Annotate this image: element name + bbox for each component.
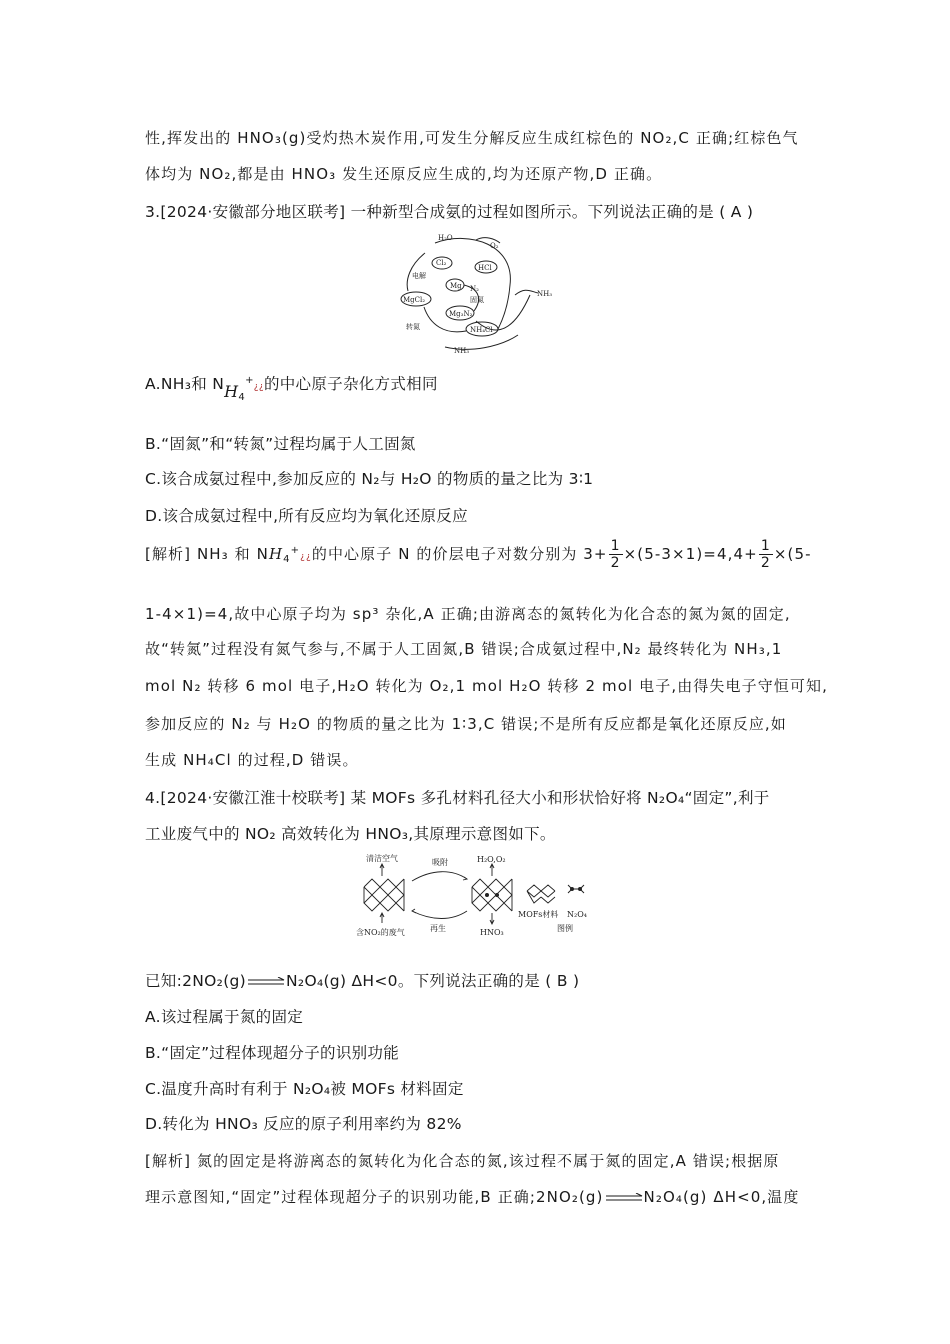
option-3d: D.该合成氨过程中,所有反应均为氧化还原反应 xyxy=(145,507,468,525)
diagram-label: 图例 xyxy=(557,924,573,933)
explanation-4-line: 理示意图知,“固定”过程体现超分子的识别功能,B 正确;2NO₂(g) N₂O₄(g) ΔH<0,温度 xyxy=(145,1188,800,1206)
explanation-3-line: 1-4×1)=4,故中心原子均为 sp³ 杂化,A 正确;由游离态的氮转化为化合态的氮为氮的固定, xyxy=(145,605,791,623)
question-4-stem: 工业废气中的 NO₂ 高效转化为 HNO₃,其原理示意图如下。 xyxy=(145,825,556,843)
mofs-principle-diagram xyxy=(352,851,602,941)
explanation-3-line: 生成 NH₄Cl 的过程,D 错误。 xyxy=(145,751,359,769)
option-3c: C.该合成氨过程中,参加反应的 N₂与 H₂O 的物质的量之比为 3∶1 xyxy=(145,470,594,488)
diagram-label: N₂O₄ xyxy=(567,910,587,919)
diagram-label: 吸附 xyxy=(432,858,448,867)
option-3b: B.“固氮”和“转氮”过程均属于人工固氮 xyxy=(145,435,416,453)
ammonia-synthesis-diagram xyxy=(390,225,565,358)
explanation-4-line: [解析] 氮的固定是将游离态的氮转化为化合态的氮,该过程不属于氮的固定,A 错误;根据原 xyxy=(145,1152,780,1170)
explanation-3-line: 故“转氮”过程没有氮气参与,不属于人工固氮,B 错误;合成氨过程中,N₂ 最终转化为 NH₃,1 xyxy=(145,640,783,658)
explanation-3-line: 参加反应的 N₂ 与 H₂O 的物质的量之比为 1∶3,C 错误;不是所有反应都是氧化还原反应,如 xyxy=(145,715,787,733)
option-3a: A.NH₃和 $NH_4^+¿¿$的中心原子杂化方式相同 xyxy=(145,375,438,403)
diagram-label: O₂ xyxy=(490,242,499,250)
diagram-label: MOFs材料 xyxy=(518,910,559,919)
diagram-label: 转氮 xyxy=(406,323,420,331)
diagram-label: 再生 xyxy=(430,924,446,933)
diagram-label: N₂ xyxy=(470,285,479,293)
diagram-label: 清洁空气 xyxy=(366,854,398,863)
diagram-label: HCl xyxy=(478,264,492,272)
diagram-label: 固氮 xyxy=(470,296,484,304)
diagram-label: Mg xyxy=(450,282,462,290)
diagram-label: MgCl₂ xyxy=(403,296,426,304)
diagram-label: NH₃ xyxy=(454,347,470,355)
option-4a: A.该过程属于氮的固定 xyxy=(145,1008,304,1026)
diagram-label: H₂O xyxy=(438,234,453,242)
diagram-label: H₂O,O₂ xyxy=(477,855,506,864)
explanation-3-line: mol N₂ 转移 6 mol 电子,H₂O 转化为 O₂,1 mol H₂O 转移 2 mol 电子,由得失电子守恒可知, xyxy=(145,677,828,695)
question-4-given: 已知:2NO₂(g) N₂O₄(g) ΔH<0。下列说法正确的是 ( B ) xyxy=(145,972,580,990)
equilibrium-arrow-icon xyxy=(246,977,286,987)
diagram-label: HNO₃ xyxy=(480,928,504,937)
text-line: 性,挥发出的 HNO₃(g)受灼热木炭作用,可发生分解反应生成红棕色的 NO₂,C 正确;红棕色气 xyxy=(145,129,799,147)
diagram-label: NH₃ xyxy=(537,290,553,298)
diagram-label: NH₄Cl xyxy=(470,326,493,334)
explanation-3-line: [解析] NH₃ 和 $NH_4^+¿¿$的中心原子 N 的价层电子对数分别为 3+ $\frac{1}{2}$ ×(5-3×1)=4,4+ $\frac{1}{2}$ ×(5- xyxy=(145,538,812,571)
option-4d: D.转化为 HNO₃ 反应的原子利用率约为 82% xyxy=(145,1115,462,1133)
question-4-stem: 4.[2024·安徽江淮十校联考] 某 MOFs 多孔材料孔径大小和形状恰好将 N₂O₄“固定”,利于 xyxy=(145,789,770,807)
question-3-stem: 3.[2024·安徽部分地区联考] 一种新型合成氨的过程如图所示。下列说法正确的是 ( A ) xyxy=(145,203,754,221)
equilibrium-arrow-icon xyxy=(604,1193,644,1203)
diagram-label: Cl₂ xyxy=(436,259,447,267)
option-4c: C.温度升高时有利于 N₂O₄被 MOFs 材料固定 xyxy=(145,1080,464,1098)
diagram-label: 含NO₂的废气 xyxy=(356,928,405,937)
diagram-label: Mg₃N₂ xyxy=(449,310,473,318)
option-4b: B.“固定”过程体现超分子的识别功能 xyxy=(145,1044,400,1062)
text-line: 体均为 NO₂,都是由 HNO₃ 发生还原反应生成的,均为还原产物,D 正确。 xyxy=(145,165,663,183)
diagram-label: 电解 xyxy=(412,272,426,280)
